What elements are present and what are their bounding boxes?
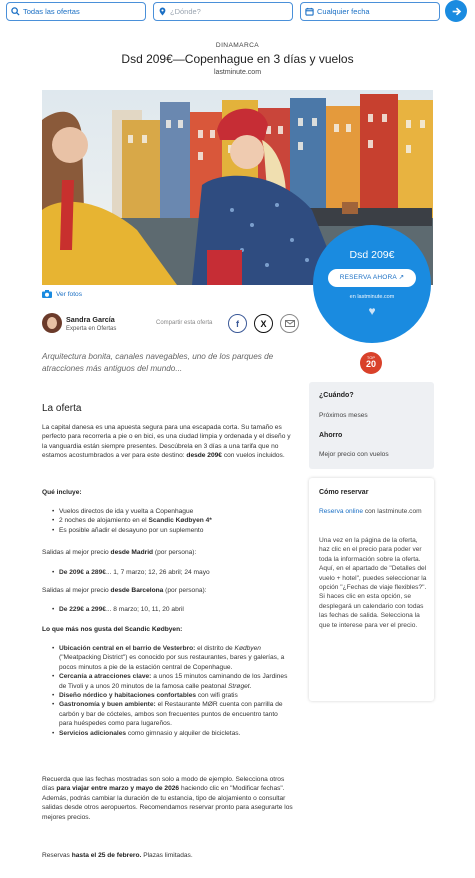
date-filter-label: Cualquier fecha [317, 7, 370, 16]
author-avatar [42, 313, 62, 333]
like-bold: Servicios adicionales [59, 729, 127, 737]
when-card [309, 382, 434, 469]
madrid-pre: Salidas al mejor precio [42, 549, 109, 556]
hotel-name: Scandic Kødbyen 4* [148, 517, 212, 525]
camera-icon [42, 290, 52, 298]
madrid-post: (por persona): [154, 549, 197, 556]
facebook-icon[interactable]: f [228, 314, 247, 333]
includes-heading: Qué incluye: [42, 489, 82, 496]
like-text: a unos 15 minutos caminando de los Jardines de Tivoli y a unos 20 minutos de la famosa calle peatonal [59, 673, 288, 690]
offer-intro-price: desde 209€ [186, 452, 222, 460]
author-role: Experta en Ofertas [66, 326, 117, 332]
price-box [313, 225, 431, 343]
tagline: Arquitectura bonita, canales navegables, uno de los parques de atracciones más antiguos del mundo... [42, 352, 274, 373]
madrid-list [52, 568, 292, 577]
offers-filter-label: Todas las ofertas [23, 7, 80, 16]
include-hotel-text: 2 noches de alojamiento en el [59, 517, 147, 525]
how-title: Cómo reservar [319, 489, 369, 496]
like-text: como gimnasio y alquiler de bicicletas. [126, 729, 241, 737]
list-item [52, 644, 292, 672]
bcn-link[interactable]: desde Barcelona [110, 587, 164, 594]
like-text: el Restaurante MØR cuenta con parrilla de carbón y bar de cócteles, ambos son frecuentes puntos de encuentro tanto para huéspedes como para lugareños. [59, 701, 283, 728]
see-photos-label: Ver fotos [56, 290, 83, 298]
madrid-price: De 209€ a 289€ [59, 569, 106, 576]
offer-intro-end: con vuelos incluidos. [223, 452, 285, 460]
x-icon[interactable]: X [254, 314, 273, 333]
badge-number: 20 [365, 359, 376, 369]
list-item [52, 691, 292, 700]
note-c: haciendo clic en "Modificar fechas". Además, podrás cambiar la duración de tu estancia, tipo de alojamiento o consultar salidas desde otros aeropuertos. Recomendamos reservar pronto para asegurarte los mejores precios. [42, 785, 293, 821]
offer-heading: La oferta [42, 403, 82, 414]
list-item: • Es posible añadir el desayuno por un suplemento [52, 526, 292, 535]
how-link-line [319, 507, 427, 516]
barcelona-departures [42, 586, 297, 595]
likes-list [52, 644, 292, 738]
savings-value: Mejor precio con vuelos [319, 451, 389, 458]
like-text: con wifi gratis [196, 692, 238, 700]
how-to-book-card [309, 478, 434, 701]
list-item [52, 729, 292, 738]
book-online-link[interactable]: Reserva online [319, 508, 363, 515]
like-italic: Kødbyen [234, 645, 261, 652]
envelope-icon [285, 320, 295, 327]
share-label: Compartir esta oferta [156, 320, 213, 326]
page-title: Dsd 209€—Copenhague en 3 días y vuelos [121, 52, 354, 66]
like-text: el distrito de [195, 645, 235, 652]
madrid-link[interactable]: desde Madrid [110, 549, 154, 556]
country-label: DINAMARCA [215, 42, 260, 49]
likes-heading: Lo que más nos gusta del Scandic Kødbyen: [42, 626, 183, 633]
deadline-a: Reservas [42, 852, 70, 859]
book-now-button[interactable] [328, 269, 416, 287]
author-name: Sandra García [66, 315, 115, 324]
external-link-icon: ↗ [398, 274, 405, 281]
arrow-right-icon [451, 6, 462, 17]
when-title: ¿Cuándo? [319, 392, 354, 399]
badge-top: TOP [366, 355, 376, 360]
barcelona-list [52, 605, 292, 614]
like-bold: Diseño nórdico y habitaciones confortables [59, 692, 197, 700]
date-filter[interactable] [300, 2, 440, 21]
how-text: Una vez en la página de la oferta, haz clic en el precio para poder ver toda la información sobre la oferta. Aquí, en el apartado de "Detalles del vuelo + hotel", puedes seleccionar la opción "¿Fechas de viaje flexibles?". Si haces clic en esta opción, se desplegará un calendario con todas las fechas de salida. Selecciona la que te interese para ver el precio. [319, 537, 427, 629]
search-icon [11, 7, 20, 16]
price-label: Dsd 209€ [349, 249, 395, 261]
bcn-dates: ... 8 marzo; 10, 11, 20 abril [105, 606, 184, 613]
list-item [52, 516, 292, 525]
how-link-post: con lastminute.com [364, 508, 422, 515]
list-item [52, 568, 292, 577]
book-now-label: RESERVA AHORA [339, 274, 397, 281]
search-go-button[interactable] [445, 0, 467, 22]
offer-intro [42, 423, 297, 461]
like-text-end: ("Meatpacking District") es conocido por sus restaurantes, bares y galerías, a pocos minutos a pie de la estación central de Copenhague. [59, 654, 285, 671]
bcn-pre: Salidas al mejor precio [42, 587, 109, 594]
list-item [52, 700, 292, 728]
when-value: Próximos meses [319, 412, 368, 419]
offer-intro-text: La capital danesa es una apuesta segura para una escapada corta. Su tamaño es perfecto para recorrerla a pie o en bici, es una ciudad limpia y ordenada y el diseño y la vanguardia están siempre presentes. Descúbrela en 3 días a una tarifa que no estamos acostumbrados a ver para este destino: [42, 424, 291, 460]
includes-list [52, 507, 292, 535]
madrid-departures [42, 548, 297, 557]
note-b: para viajar entre marzo y mayo de 2026 [56, 785, 180, 793]
see-photos-link[interactable] [42, 290, 82, 298]
deadline-b: hasta el 25 de febrero. [71, 852, 142, 859]
provider-note: en lastminute.com [349, 294, 395, 300]
like-bold: Ubicación central en el barrio de Vesterbro: [59, 645, 196, 652]
calendar-icon [305, 7, 314, 16]
like-bold: Gastronomía y buen ambiente: [59, 701, 156, 709]
email-icon[interactable] [280, 314, 299, 333]
offers-filter[interactable] [6, 2, 146, 21]
where-placeholder: ¿Dónde? [170, 7, 201, 16]
list-item: • Vuelos directos de ida y vuelta a Copenhague [52, 507, 292, 516]
location-pin-icon [158, 7, 167, 16]
top20-badge [360, 352, 382, 374]
list-item [52, 605, 292, 614]
deadline-c: Plazas limitadas. [143, 852, 193, 859]
savings-title: Ahorro [319, 432, 343, 439]
booking-deadline [42, 851, 297, 860]
note-a: Recuerda que las fechas mostradas son solo a modo de ejemplo. Selecciona otros días [42, 776, 285, 793]
provider-label: lastminute.com [213, 69, 262, 76]
dates-note [42, 775, 297, 822]
where-input[interactable] [153, 2, 293, 21]
madrid-dates: ... 1, 7 marzo; 12, 26 abril; 24 mayo [105, 569, 210, 576]
like-bold: Cercanía a atracciones clave: [59, 673, 152, 681]
bcn-post: (por persona): [165, 587, 207, 594]
like-italic: Strøget [227, 682, 250, 690]
like-text-end: . [249, 682, 252, 690]
list-item [52, 672, 292, 691]
heart-icon[interactable]: ♥ [368, 304, 376, 318]
bcn-price: De 229€ a 299€ [59, 606, 106, 613]
